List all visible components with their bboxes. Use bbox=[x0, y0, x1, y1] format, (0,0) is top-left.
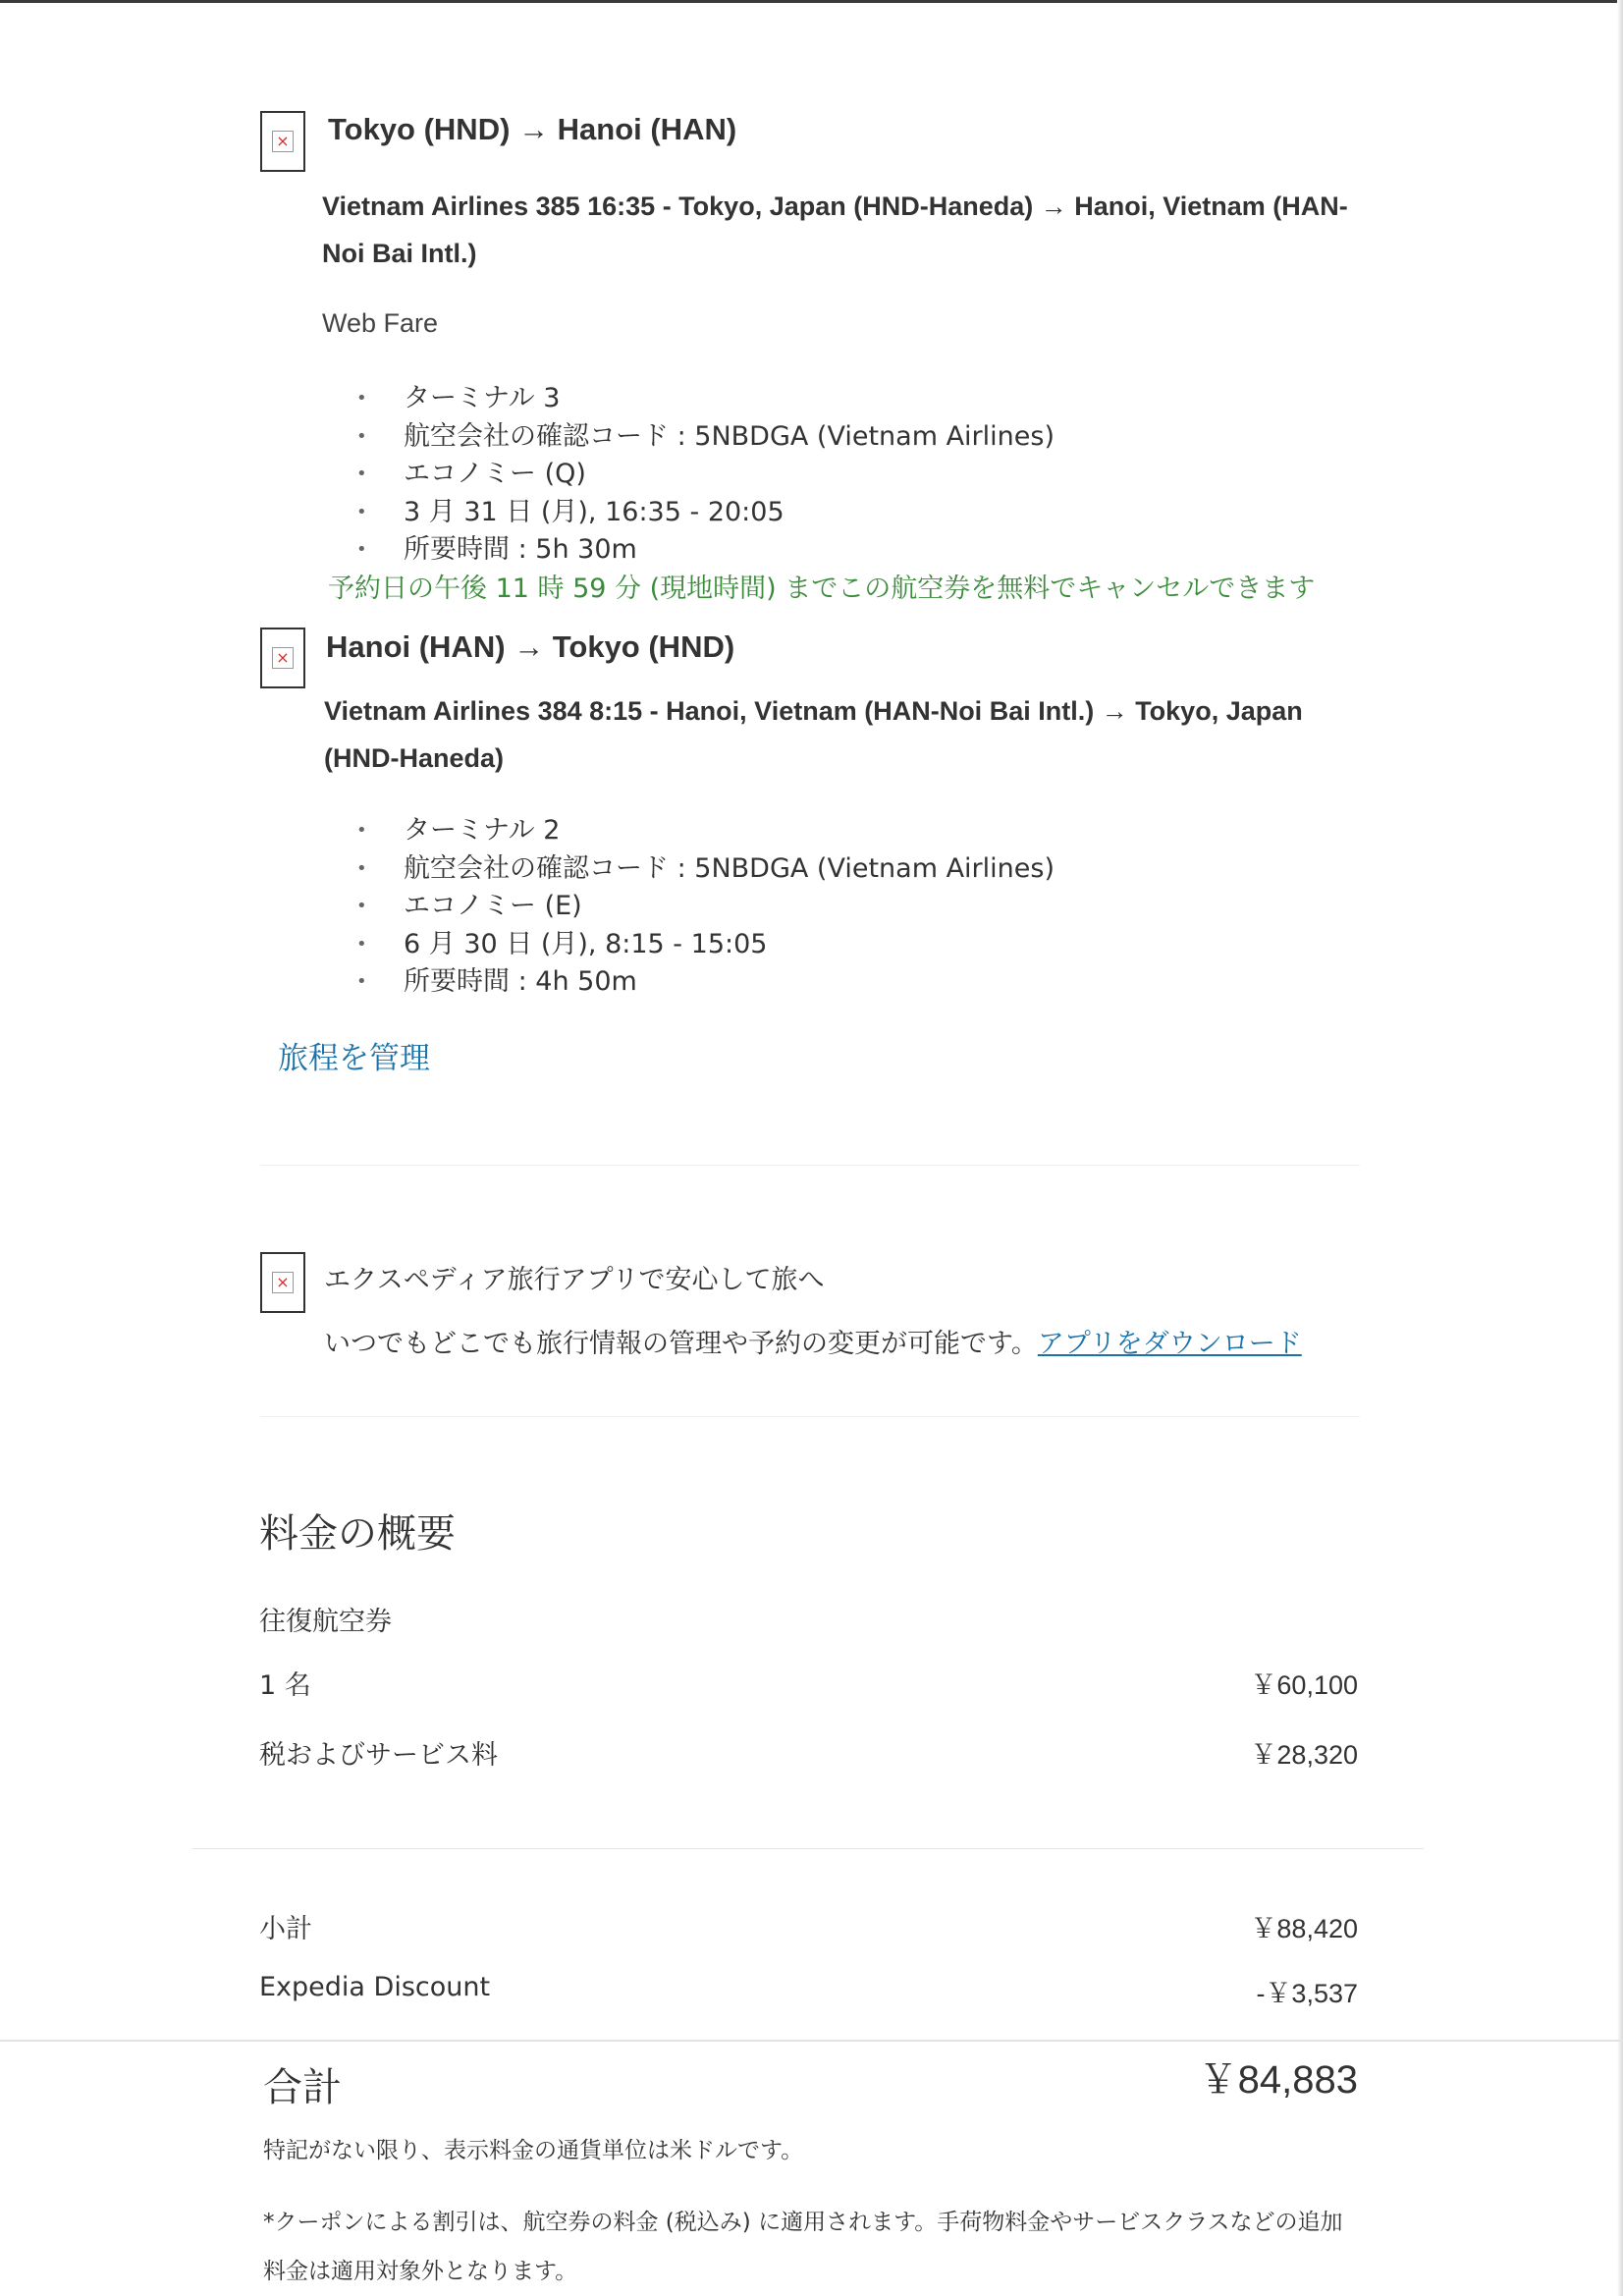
price-divider bbox=[192, 1848, 1424, 1849]
taxes-fees-label: 税およびサービス料 bbox=[259, 1740, 498, 1771]
section-divider bbox=[260, 1416, 1360, 1417]
flight-2-detail-duration: • 所要時間 : 4h 50m bbox=[356, 966, 637, 997]
flight-1-details-list bbox=[356, 380, 1055, 570]
traveler-fare-value: ￥60,100 bbox=[1250, 1670, 1358, 1700]
roundtrip-airfare-label: 往復航空券 bbox=[259, 1607, 392, 1637]
flight-2-route-heading: Hanoi (HAN) → Tokyo (HND) bbox=[326, 629, 735, 664]
airline-logo-broken-image-icon: × bbox=[260, 111, 305, 172]
flight-1-fare-type: Web Fare bbox=[322, 308, 439, 338]
flight-2-detail-terminal: • ターミナル 2 bbox=[356, 815, 561, 846]
flight-1-detail-datetime: • 3 月 31 日 (月), 16:35 - 20:05 bbox=[356, 496, 784, 527]
flight-2-detail-confirmation: • 航空会社の確認コード : 5NBDGA (Vietnam Airlines) bbox=[356, 852, 1055, 884]
taxes-fees-value: ￥28,320 bbox=[1250, 1740, 1358, 1770]
flight-1-detail-cabin: • エコノミー (Q) bbox=[356, 459, 586, 489]
total-value: ￥84,883 bbox=[1198, 2058, 1358, 2102]
app-promo-broken-image-icon: × bbox=[260, 1252, 305, 1313]
flight-1-detail-terminal: • ターミナル 3 bbox=[356, 383, 561, 413]
flight-1-detail-confirmation: • 航空会社の確認コード : 5NBDGA (Vietnam Airlines) bbox=[356, 420, 1055, 452]
section-divider bbox=[260, 1165, 1360, 1166]
total-label: 合計 bbox=[263, 2065, 342, 2110]
flight-2-detail-datetime: • 6 月 30 日 (月), 8:15 - 15:05 bbox=[356, 928, 768, 959]
scan-edge-top bbox=[0, 0, 1623, 3]
subtotal-value: ￥88,420 bbox=[1250, 1914, 1358, 1943]
price-summary-title: 料金の概要 bbox=[259, 1511, 456, 1557]
free-cancellation-note: 予約日の午後 11 時 59 分 (現地時間) までこの航空券を無料でキャンセルできます bbox=[328, 574, 1316, 604]
app-promo-description bbox=[324, 1322, 1302, 1360]
scan-edge-right bbox=[1617, 0, 1623, 2296]
flight-2-detail-cabin: • エコノミー (E) bbox=[356, 891, 582, 921]
app-promo-text: いつでもどこでも旅行情報の管理や予約の変更が可能です。 bbox=[324, 1329, 1038, 1359]
discount-value: -￥3,537 bbox=[1256, 1979, 1358, 2008]
manage-itinerary-link[interactable]: 旅程を管理 bbox=[278, 1041, 430, 1076]
download-app-link[interactable]: アプリをダウンロード bbox=[1037, 1329, 1302, 1359]
flight-2-details-list bbox=[356, 812, 1055, 1002]
traveler-count-label: 1 名 bbox=[259, 1670, 311, 1701]
flight-1-detail-duration: • 所要時間 : 5h 30m bbox=[356, 534, 637, 565]
discount-label: Expedia Discount bbox=[259, 1972, 491, 2002]
flight-1-description: Vietnam Airlines 385 16:35 - Tokyo, Japan (HND-Haneda) → Hanoi, Vietnam (HAN-Noi Bai Intl.) bbox=[322, 191, 1348, 268]
currency-note: 特記がない限り、表示料金の通貨単位は米ドルです。 bbox=[263, 2138, 804, 2163]
app-promo-title: エクスペディア旅行アプリで安心して旅へ bbox=[324, 1265, 825, 1295]
subtotal-label: 小計 bbox=[259, 1914, 312, 1944]
flight-1-route-heading: Tokyo (HND) → Hanoi (HAN) bbox=[328, 112, 737, 146]
coupon-note: *クーポンによる割引は、航空券の料金 (税込み) に適用されます。手荷物料金やサービスクラスなどの追加料金は適用対象外となります。 bbox=[263, 2210, 1343, 2284]
airline-logo-broken-image-icon: × bbox=[260, 628, 305, 688]
flight-2-description: Vietnam Airlines 384 8:15 - Hanoi, Vietnam (HAN-Noi Bai Intl.) → Tokyo, Japan (HND-Haneda) bbox=[324, 696, 1303, 773]
scan-fold-line bbox=[0, 2040, 1623, 2042]
